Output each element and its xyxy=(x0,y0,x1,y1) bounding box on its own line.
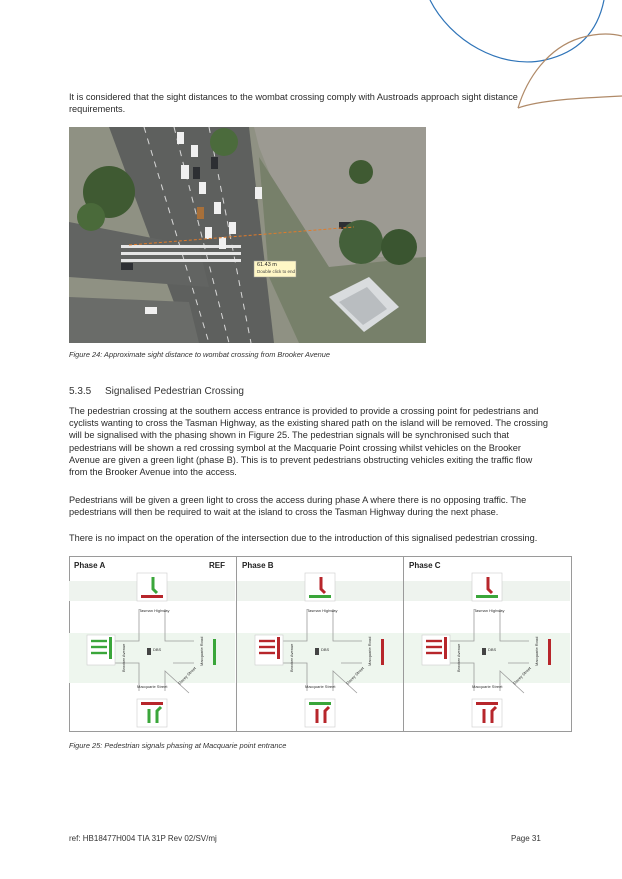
street-label-west: Brooker Avenue xyxy=(289,643,294,672)
ped-signal-south xyxy=(141,702,163,705)
street-label-north: Tasman Highway xyxy=(139,608,170,613)
intro-paragraph: It is considered that the sight distances to the wombat crossing comply with Austroads approach sight distance requirements. xyxy=(69,92,518,115)
phase-ref: REF xyxy=(209,561,225,570)
figure-25-caption: Figure 25: Pedestrian signals phasing at Macquarie point entrance xyxy=(69,741,287,750)
street-label-north: Tasman Highway xyxy=(474,608,505,613)
ped-signal-west xyxy=(109,637,112,659)
ped-signal-south xyxy=(476,702,498,705)
section-heading xyxy=(69,386,244,397)
ped-signal-north xyxy=(141,595,163,598)
distance-sublabel: Double click to end xyxy=(257,269,296,274)
aerial-photo xyxy=(69,127,426,343)
figure-24-caption: Figure 24: Approximate sight distance to wombat crossing from Brooker Avenue xyxy=(69,350,330,359)
page-number: Page 31 xyxy=(511,834,541,843)
phase-panel-b xyxy=(236,556,402,731)
center-marker xyxy=(315,648,319,655)
section-title: Signalised Pedestrian Crossing xyxy=(105,386,244,397)
phase-title: Phase A xyxy=(74,561,106,570)
ped-signal-east xyxy=(213,639,216,665)
street-label-south: Macquarie Street xyxy=(137,684,168,689)
body-paragraph-3: There is no impact on the operation of the intersection due to the introduction of this signalised pedestrian crossing. xyxy=(69,533,538,543)
ped-signal-south xyxy=(309,702,331,705)
street-label-west: Brooker Avenue xyxy=(121,643,126,672)
body-paragraph-2: Pedestrians will be given a green light to cross the access during phase A where there is no opposing traffic. The pedestrians will then be required to wait at the island to cross the Tasman Highway during the next phase. xyxy=(69,495,527,518)
street-label-southeast: Davey Street xyxy=(512,665,532,686)
phase-panel-c xyxy=(403,556,569,731)
street-label-southeast: Davey Street xyxy=(345,665,365,686)
center-marker xyxy=(482,648,486,655)
ped-signal-west xyxy=(277,637,280,659)
center-label: DBS xyxy=(488,647,497,652)
street-label-east: Macquarie Road xyxy=(534,636,539,666)
phase-title: Phase C xyxy=(409,561,441,570)
center-marker xyxy=(147,648,151,655)
ped-signal-north xyxy=(309,595,331,598)
center-label: DBS xyxy=(321,647,330,652)
section-number: 5.3.5 xyxy=(69,386,92,397)
street-label-east: Macquarie Road xyxy=(199,636,204,666)
ped-signal-east xyxy=(548,639,551,665)
ped-signal-east xyxy=(381,639,384,665)
body-paragraph-1: The pedestrian crossing at the southern access entrance is provided to provide a crossing point for pedestrians and cyclists wanting to cross the Tasman Highway, as the existing shared path on the island will be removed. The crossing will be signalised with the phasing shown in Figure 25. The pedestrian signals will be synchronised such that pedestrians will be shown a red crossing symbol at the Macquarie Point crossing whilst vehicles on the Brooker Avenue are given a green light (phase B). This is to prevent pedestrians obstructing vehicles exiting the traffic flow from the Brooker Avenue into the access. xyxy=(69,406,549,478)
phase-panel-a xyxy=(69,556,235,731)
distance-label: 61.43 m xyxy=(257,262,277,268)
ped-signal-west xyxy=(444,637,447,659)
street-label-south: Macquarie Street xyxy=(472,684,503,689)
blue-arc xyxy=(430,0,604,62)
street-label-west: Brooker Avenue xyxy=(456,643,461,672)
ped-signal-north xyxy=(476,595,498,598)
phase-title: Phase B xyxy=(242,561,274,570)
street-label-southeast: Davey Street xyxy=(177,665,197,686)
street-label-north: Tasman Highway xyxy=(307,608,338,613)
street-label-east: Macquarie Road xyxy=(367,636,372,666)
street-label-south: Macquarie Street xyxy=(305,684,336,689)
center-label: DBS xyxy=(153,647,162,652)
footer-ref: ref: HB18477H004 TIA 31P Rev 02/SV/mj xyxy=(69,834,217,843)
